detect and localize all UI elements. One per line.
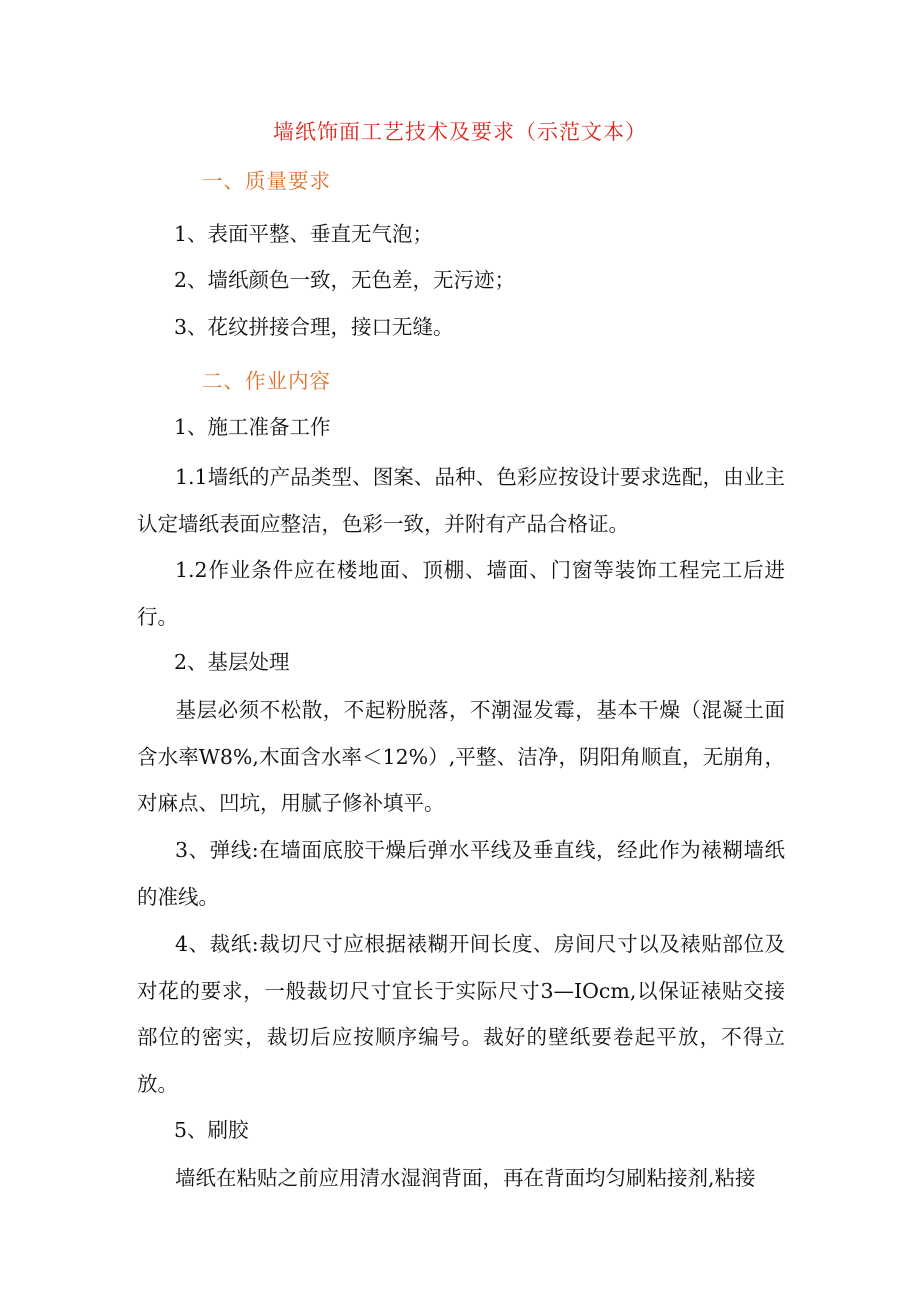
- quality-item-1: 1、表面平整、垂直无气泡；: [174, 222, 434, 246]
- paragraph-4-text: 4、裁纸:裁切尺寸应根据裱糊开间长度、房间尺寸以及裱贴部位及对花的要求，一般裁切尺寸宜长于实际尺寸3—IOcm,以保证裱贴交接部位的密实，裁切后应按顺序编号。裁好的壁纸要卷起平放，不得立放。: [137, 932, 785, 1096]
- document-title: 墙纸饰面工艺技术及要求（示范文本）: [273, 120, 647, 144]
- paragraph-1-2: [137, 547, 785, 640]
- quality-item-2: 2、墙纸颜色一致，无色差，无污迹；: [174, 268, 516, 292]
- paragraph-1-1-text: 1.1墙纸的产品类型、图案、品种、色彩应按设计要求选配，由业主认定墙纸表面应整洁，色彩一致，并附有产品合格证。: [137, 465, 785, 536]
- section-heading-quality: 一、质量要求: [202, 169, 331, 193]
- section-heading-work: 二、作业内容: [202, 369, 331, 393]
- paragraph-1-2-text: 1.2作业条件应在楼地面、顶棚、墙面、门窗等装饰工程完工后进行。: [137, 558, 785, 629]
- subheading-base-treatment: 2、基层处理: [174, 650, 290, 674]
- paragraph-4: [137, 921, 785, 1107]
- paragraph-3: [137, 827, 785, 920]
- paragraph-5-text: 墙纸在粘贴之前应用清水湿润背面，再在背面均匀刷粘接剂,粘接: [175, 1166, 756, 1190]
- subheading-glue: 5、刷胶: [174, 1118, 249, 1142]
- paragraph-2: [137, 687, 785, 827]
- quality-item-3: 3、花纹拼接合理，接口无缝。: [174, 315, 454, 339]
- paragraph-3-text: 3、弹线:在墙面底胶干燥后弹水平线及垂直线，经此作为裱糊墙纸的准线。: [137, 838, 785, 909]
- paragraph-2-text: 基层必须不松散，不起粉脱落，不潮湿发霉，基本干燥（混凝土面含水率W8%,木面含水率＜12%）,平整、洁净，阴阳角顺直，无崩角，对麻点、凹坑，用腻子修补填平。: [137, 698, 785, 815]
- subheading-preparation: 1、施工准备工作: [174, 415, 331, 439]
- paragraph-5: [137, 1155, 785, 1202]
- paragraph-1-1: [137, 454, 785, 547]
